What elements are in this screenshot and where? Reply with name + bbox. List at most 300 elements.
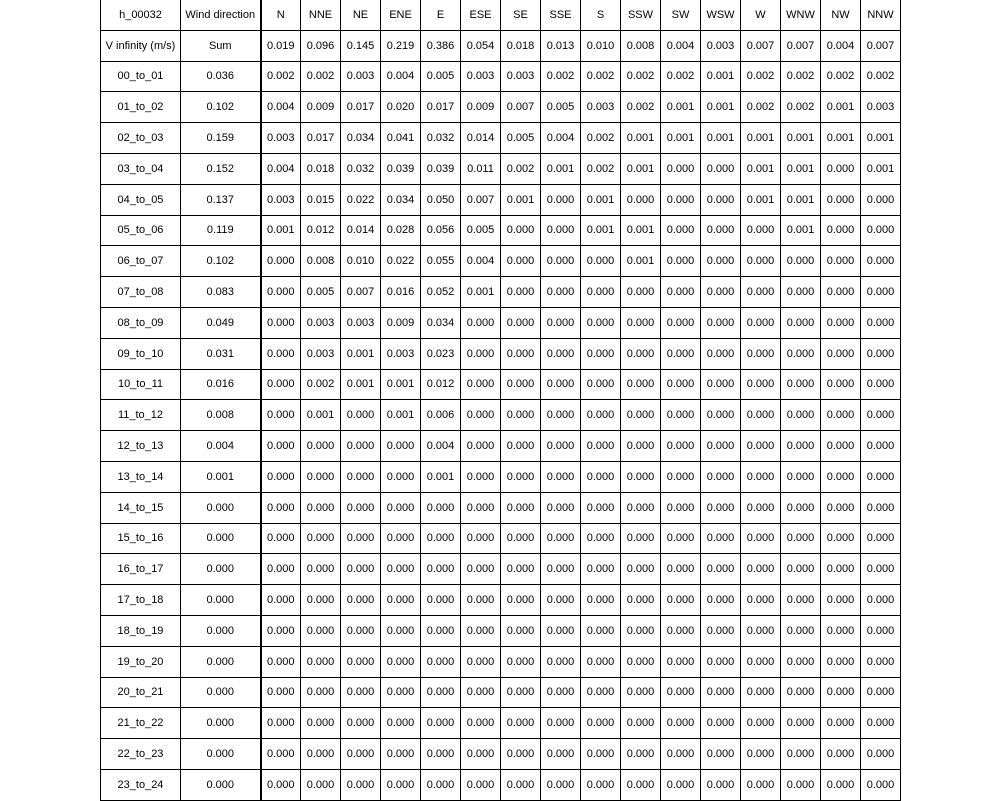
speed-bin-cell: 11_to_12 [101,400,181,431]
bin-sum-cell: 0.137 [181,184,261,215]
bin-sum-cell: 0.000 [181,646,261,677]
speed-bin-cell: 21_to_22 [101,708,181,739]
bin-sum-cell: 0.008 [181,400,261,431]
frequency-cell: 0.001 [581,184,621,215]
frequency-cell: 0.012 [301,215,341,246]
table-row [101,769,901,800]
frequency-cell: 0.000 [581,615,621,646]
frequency-cell: 0.002 [781,61,821,92]
direction-header-cell: NW [821,0,861,30]
speed-label-cell: V infinity (m/s) [101,30,181,61]
frequency-cell: 0.000 [741,215,781,246]
frequency-cell: 0.000 [541,431,581,462]
frequency-cell: 0.034 [341,123,381,154]
direction-header-cell: W [741,0,781,30]
frequency-cell: 0.002 [621,92,661,123]
frequency-cell: 0.000 [381,431,421,462]
bin-sum-cell: 0.102 [181,246,261,277]
frequency-cell: 0.000 [741,739,781,770]
frequency-cell: 0.000 [781,307,821,338]
frequency-cell: 0.003 [341,61,381,92]
table-row [101,431,901,462]
frequency-cell: 0.015 [301,184,341,215]
frequency-cell: 0.000 [621,554,661,585]
frequency-cell: 0.000 [541,400,581,431]
frequency-cell: 0.000 [301,646,341,677]
frequency-cell: 0.000 [701,646,741,677]
direction-header-cell: NNE [301,0,341,30]
frequency-cell: 0.001 [381,400,421,431]
frequency-cell: 0.000 [341,585,381,616]
frequency-cell: 0.000 [861,492,901,523]
frequency-cell: 0.000 [461,708,501,739]
frequency-cell: 0.014 [461,123,501,154]
frequency-cell: 0.000 [581,338,621,369]
frequency-cell: 0.000 [541,523,581,554]
frequency-cell: 0.000 [461,585,501,616]
frequency-cell: 0.022 [341,184,381,215]
frequency-cell: 0.000 [581,708,621,739]
table-row [101,123,901,154]
frequency-cell: 0.000 [821,431,861,462]
frequency-cell: 0.002 [741,61,781,92]
frequency-cell: 0.000 [861,523,901,554]
frequency-cell: 0.000 [781,492,821,523]
frequency-cell: 0.000 [501,523,541,554]
frequency-cell: 0.000 [381,615,421,646]
speed-bin-cell: 02_to_03 [101,123,181,154]
frequency-cell: 0.000 [821,554,861,585]
frequency-cell: 0.000 [701,246,741,277]
frequency-cell: 0.000 [821,739,861,770]
frequency-cell: 0.000 [621,400,661,431]
frequency-cell: 0.000 [701,739,741,770]
frequency-cell: 0.002 [821,61,861,92]
frequency-cell: 0.002 [581,123,621,154]
frequency-cell: 0.022 [381,246,421,277]
frequency-cell: 0.000 [621,492,661,523]
frequency-cell: 0.003 [261,184,301,215]
frequency-cell: 0.000 [661,708,701,739]
frequency-cell: 0.000 [261,523,301,554]
frequency-cell: 0.000 [861,646,901,677]
speed-bin-cell: 03_to_04 [101,153,181,184]
table-row [101,523,901,554]
frequency-cell: 0.000 [461,677,501,708]
bin-sum-cell: 0.049 [181,307,261,338]
frequency-cell: 0.000 [781,461,821,492]
frequency-cell: 0.000 [621,369,661,400]
table-row [101,708,901,739]
frequency-cell: 0.000 [541,369,581,400]
frequency-cell: 0.000 [541,184,581,215]
frequency-cell: 0.000 [341,461,381,492]
frequency-cell: 0.000 [501,461,541,492]
frequency-cell: 0.000 [541,307,581,338]
frequency-cell: 0.000 [541,277,581,308]
frequency-cell: 0.010 [341,246,381,277]
frequency-cell: 0.000 [821,369,861,400]
frequency-cell: 0.000 [501,277,541,308]
table-row [101,30,901,61]
frequency-cell: 0.000 [621,307,661,338]
frequency-cell: 0.000 [341,431,381,462]
frequency-cell: 0.012 [421,369,461,400]
frequency-cell: 0.001 [501,184,541,215]
frequency-cell: 0.000 [261,739,301,770]
frequency-cell: 0.003 [301,338,341,369]
frequency-cell: 0.000 [461,338,501,369]
frequency-cell: 0.000 [821,246,861,277]
frequency-cell: 0.000 [421,615,461,646]
frequency-cell: 0.000 [581,461,621,492]
bin-sum-cell: 0.016 [181,369,261,400]
frequency-cell: 0.000 [861,554,901,585]
frequency-cell: 0.000 [741,338,781,369]
frequency-cell: 0.000 [861,184,901,215]
frequency-cell: 0.007 [501,92,541,123]
frequency-cell: 0.000 [261,615,301,646]
frequency-cell: 0.001 [341,338,381,369]
frequency-cell: 0.000 [821,677,861,708]
frequency-cell: 0.000 [461,400,501,431]
frequency-cell: 0.000 [301,461,341,492]
frequency-cell: 0.002 [541,61,581,92]
table-row [101,646,901,677]
frequency-cell: 0.000 [581,646,621,677]
frequency-cell: 0.000 [501,585,541,616]
frequency-cell: 0.000 [661,554,701,585]
frequency-cell: 0.000 [381,585,421,616]
frequency-cell: 0.000 [781,338,821,369]
frequency-cell: 0.004 [421,431,461,462]
frequency-cell: 0.000 [341,646,381,677]
speed-bin-cell: 12_to_13 [101,431,181,462]
frequency-cell: 0.000 [661,523,701,554]
table-row [101,184,901,215]
frequency-cell: 0.000 [861,769,901,800]
table-body [101,0,901,800]
frequency-cell: 0.000 [741,277,781,308]
frequency-cell: 0.005 [421,61,461,92]
frequency-cell: 0.003 [501,61,541,92]
frequency-cell: 0.000 [581,739,621,770]
frequency-cell: 0.000 [501,554,541,585]
direction-sum-cell: 0.004 [661,30,701,61]
frequency-cell: 0.001 [301,400,341,431]
speed-bin-cell: 15_to_16 [101,523,181,554]
frequency-cell: 0.004 [261,92,301,123]
frequency-cell: 0.000 [501,492,541,523]
frequency-cell: 0.000 [341,492,381,523]
frequency-cell: 0.041 [381,123,421,154]
frequency-cell: 0.000 [741,369,781,400]
frequency-cell: 0.020 [381,92,421,123]
frequency-cell: 0.011 [461,153,501,184]
frequency-cell: 0.001 [581,215,621,246]
frequency-cell: 0.000 [861,246,901,277]
frequency-cell: 0.000 [341,708,381,739]
frequency-cell: 0.000 [821,184,861,215]
frequency-cell: 0.000 [701,369,741,400]
frequency-cell: 0.000 [821,585,861,616]
frequency-cell: 0.000 [541,215,581,246]
frequency-cell: 0.000 [341,739,381,770]
table-row [101,307,901,338]
frequency-cell: 0.000 [621,677,661,708]
frequency-cell: 0.000 [541,492,581,523]
speed-bin-cell: 05_to_06 [101,215,181,246]
direction-header-cell: E [421,0,461,30]
frequency-cell: 0.039 [421,153,461,184]
direction-sum-cell: 0.008 [621,30,661,61]
frequency-cell: 0.003 [341,307,381,338]
direction-sum-cell: 0.386 [421,30,461,61]
frequency-cell: 0.000 [501,739,541,770]
frequency-cell: 0.000 [301,769,341,800]
wind-frequency-table-container [100,0,900,801]
frequency-cell: 0.000 [421,677,461,708]
frequency-cell: 0.000 [581,369,621,400]
direction-header-cell: ESE [461,0,501,30]
frequency-cell: 0.000 [501,369,541,400]
direction-sum-cell: 0.096 [301,30,341,61]
frequency-cell: 0.017 [421,92,461,123]
frequency-cell: 0.000 [541,461,581,492]
frequency-cell: 0.000 [781,646,821,677]
frequency-cell: 0.000 [861,338,901,369]
frequency-cell: 0.000 [501,769,541,800]
frequency-cell: 0.000 [261,369,301,400]
frequency-cell: 0.014 [341,215,381,246]
frequency-cell: 0.000 [581,554,621,585]
frequency-cell: 0.000 [781,369,821,400]
frequency-cell: 0.003 [461,61,501,92]
speed-bin-cell: 20_to_21 [101,677,181,708]
frequency-cell: 0.000 [861,369,901,400]
bin-sum-cell: 0.000 [181,615,261,646]
frequency-cell: 0.001 [621,153,661,184]
frequency-cell: 0.005 [461,215,501,246]
frequency-cell: 0.007 [341,277,381,308]
bin-sum-cell: 0.000 [181,677,261,708]
speed-bin-cell: 09_to_10 [101,338,181,369]
frequency-cell: 0.000 [461,554,501,585]
frequency-cell: 0.000 [741,492,781,523]
frequency-cell: 0.000 [261,554,301,585]
frequency-cell: 0.000 [821,153,861,184]
frequency-cell: 0.000 [661,769,701,800]
frequency-cell: 0.000 [741,708,781,739]
frequency-cell: 0.000 [821,615,861,646]
frequency-cell: 0.000 [741,615,781,646]
direction-sum-cell: 0.145 [341,30,381,61]
frequency-cell: 0.006 [421,400,461,431]
frequency-cell: 0.001 [661,92,701,123]
frequency-cell: 0.000 [741,461,781,492]
frequency-cell: 0.000 [701,585,741,616]
frequency-cell: 0.000 [421,739,461,770]
frequency-cell: 0.008 [301,246,341,277]
frequency-cell: 0.000 [541,708,581,739]
frequency-cell: 0.000 [741,585,781,616]
frequency-cell: 0.000 [541,769,581,800]
frequency-cell: 0.000 [541,677,581,708]
frequency-cell: 0.001 [661,123,701,154]
frequency-cell: 0.017 [341,92,381,123]
frequency-cell: 0.000 [461,646,501,677]
frequency-cell: 0.000 [781,554,821,585]
frequency-cell: 0.000 [381,677,421,708]
speed-bin-cell: 23_to_24 [101,769,181,800]
frequency-cell: 0.000 [421,585,461,616]
direction-sum-cell: 0.219 [381,30,421,61]
frequency-cell: 0.000 [741,431,781,462]
frequency-cell: 0.000 [501,677,541,708]
frequency-cell: 0.000 [781,400,821,431]
frequency-cell: 0.000 [781,708,821,739]
frequency-cell: 0.001 [701,123,741,154]
frequency-cell: 0.000 [661,739,701,770]
table-row [101,461,901,492]
frequency-cell: 0.000 [421,554,461,585]
frequency-cell: 0.000 [461,492,501,523]
frequency-cell: 0.000 [381,461,421,492]
frequency-cell: 0.000 [861,615,901,646]
frequency-cell: 0.000 [821,523,861,554]
frequency-cell: 0.000 [381,492,421,523]
frequency-cell: 0.000 [421,769,461,800]
frequency-cell: 0.000 [581,431,621,462]
frequency-cell: 0.000 [501,215,541,246]
table-row [101,585,901,616]
frequency-cell: 0.000 [781,277,821,308]
frequency-cell: 0.000 [261,246,301,277]
frequency-cell: 0.001 [461,277,501,308]
frequency-cell: 0.000 [661,277,701,308]
direction-sum-cell: 0.004 [821,30,861,61]
frequency-cell: 0.032 [421,123,461,154]
bin-sum-cell: 0.031 [181,338,261,369]
table-row [101,677,901,708]
frequency-cell: 0.000 [261,461,301,492]
frequency-cell: 0.000 [661,307,701,338]
frequency-cell: 0.002 [301,369,341,400]
frequency-cell: 0.000 [661,338,701,369]
table-row [101,739,901,770]
frequency-cell: 0.000 [621,708,661,739]
frequency-cell: 0.023 [421,338,461,369]
frequency-cell: 0.000 [701,431,741,462]
direction-header-cell: SW [661,0,701,30]
bin-sum-cell: 0.000 [181,523,261,554]
frequency-cell: 0.000 [261,677,301,708]
frequency-cell: 0.000 [741,554,781,585]
frequency-cell: 0.000 [781,769,821,800]
frequency-cell: 0.000 [501,246,541,277]
frequency-cell: 0.000 [701,677,741,708]
speed-bin-cell: 14_to_15 [101,492,181,523]
frequency-cell: 0.009 [461,92,501,123]
frequency-cell: 0.000 [621,585,661,616]
frequency-cell: 0.001 [741,123,781,154]
bin-sum-cell: 0.000 [181,554,261,585]
frequency-cell: 0.000 [661,400,701,431]
table-row [101,61,901,92]
frequency-cell: 0.000 [581,585,621,616]
speed-bin-cell: 08_to_09 [101,307,181,338]
frequency-cell: 0.000 [701,338,741,369]
table-row [101,92,901,123]
frequency-cell: 0.001 [341,369,381,400]
frequency-cell: 0.000 [501,708,541,739]
frequency-cell: 0.002 [501,153,541,184]
frequency-cell: 0.001 [621,215,661,246]
frequency-cell: 0.003 [861,92,901,123]
frequency-cell: 0.000 [581,492,621,523]
frequency-cell: 0.001 [821,123,861,154]
direction-sum-cell: 0.013 [541,30,581,61]
frequency-cell: 0.000 [261,338,301,369]
frequency-cell: 0.056 [421,215,461,246]
frequency-cell: 0.002 [621,61,661,92]
frequency-cell: 0.032 [341,153,381,184]
speed-bin-cell: 01_to_02 [101,92,181,123]
frequency-cell: 0.000 [541,585,581,616]
frequency-cell: 0.001 [781,153,821,184]
frequency-cell: 0.000 [301,554,341,585]
frequency-cell: 0.000 [861,431,901,462]
frequency-cell: 0.001 [621,123,661,154]
frequency-cell: 0.000 [261,769,301,800]
frequency-cell: 0.007 [461,184,501,215]
frequency-cell: 0.000 [261,307,301,338]
frequency-cell: 0.004 [541,123,581,154]
frequency-cell: 0.009 [381,307,421,338]
table-row [101,246,901,277]
table-row [101,554,901,585]
frequency-cell: 0.000 [581,677,621,708]
frequency-cell: 0.000 [381,554,421,585]
frequency-cell: 0.005 [301,277,341,308]
frequency-cell: 0.000 [621,646,661,677]
speed-bin-cell: 06_to_07 [101,246,181,277]
frequency-cell: 0.000 [861,677,901,708]
frequency-cell: 0.000 [701,708,741,739]
frequency-cell: 0.000 [421,646,461,677]
frequency-cell: 0.000 [501,307,541,338]
frequency-cell: 0.002 [581,61,621,92]
frequency-cell: 0.001 [861,153,901,184]
direction-sum-cell: 0.007 [781,30,821,61]
frequency-cell: 0.000 [421,708,461,739]
frequency-cell: 0.039 [381,153,421,184]
frequency-cell: 0.000 [661,677,701,708]
frequency-cell: 0.000 [661,585,701,616]
frequency-cell: 0.000 [741,400,781,431]
frequency-cell: 0.000 [661,369,701,400]
sum-label-cell: Sum [181,30,261,61]
direction-sum-cell: 0.003 [701,30,741,61]
frequency-cell: 0.028 [381,215,421,246]
table-row [101,338,901,369]
frequency-cell: 0.000 [661,246,701,277]
frequency-cell: 0.000 [621,184,661,215]
frequency-cell: 0.000 [581,769,621,800]
frequency-cell: 0.000 [821,307,861,338]
frequency-cell: 0.002 [741,92,781,123]
frequency-cell: 0.000 [821,215,861,246]
